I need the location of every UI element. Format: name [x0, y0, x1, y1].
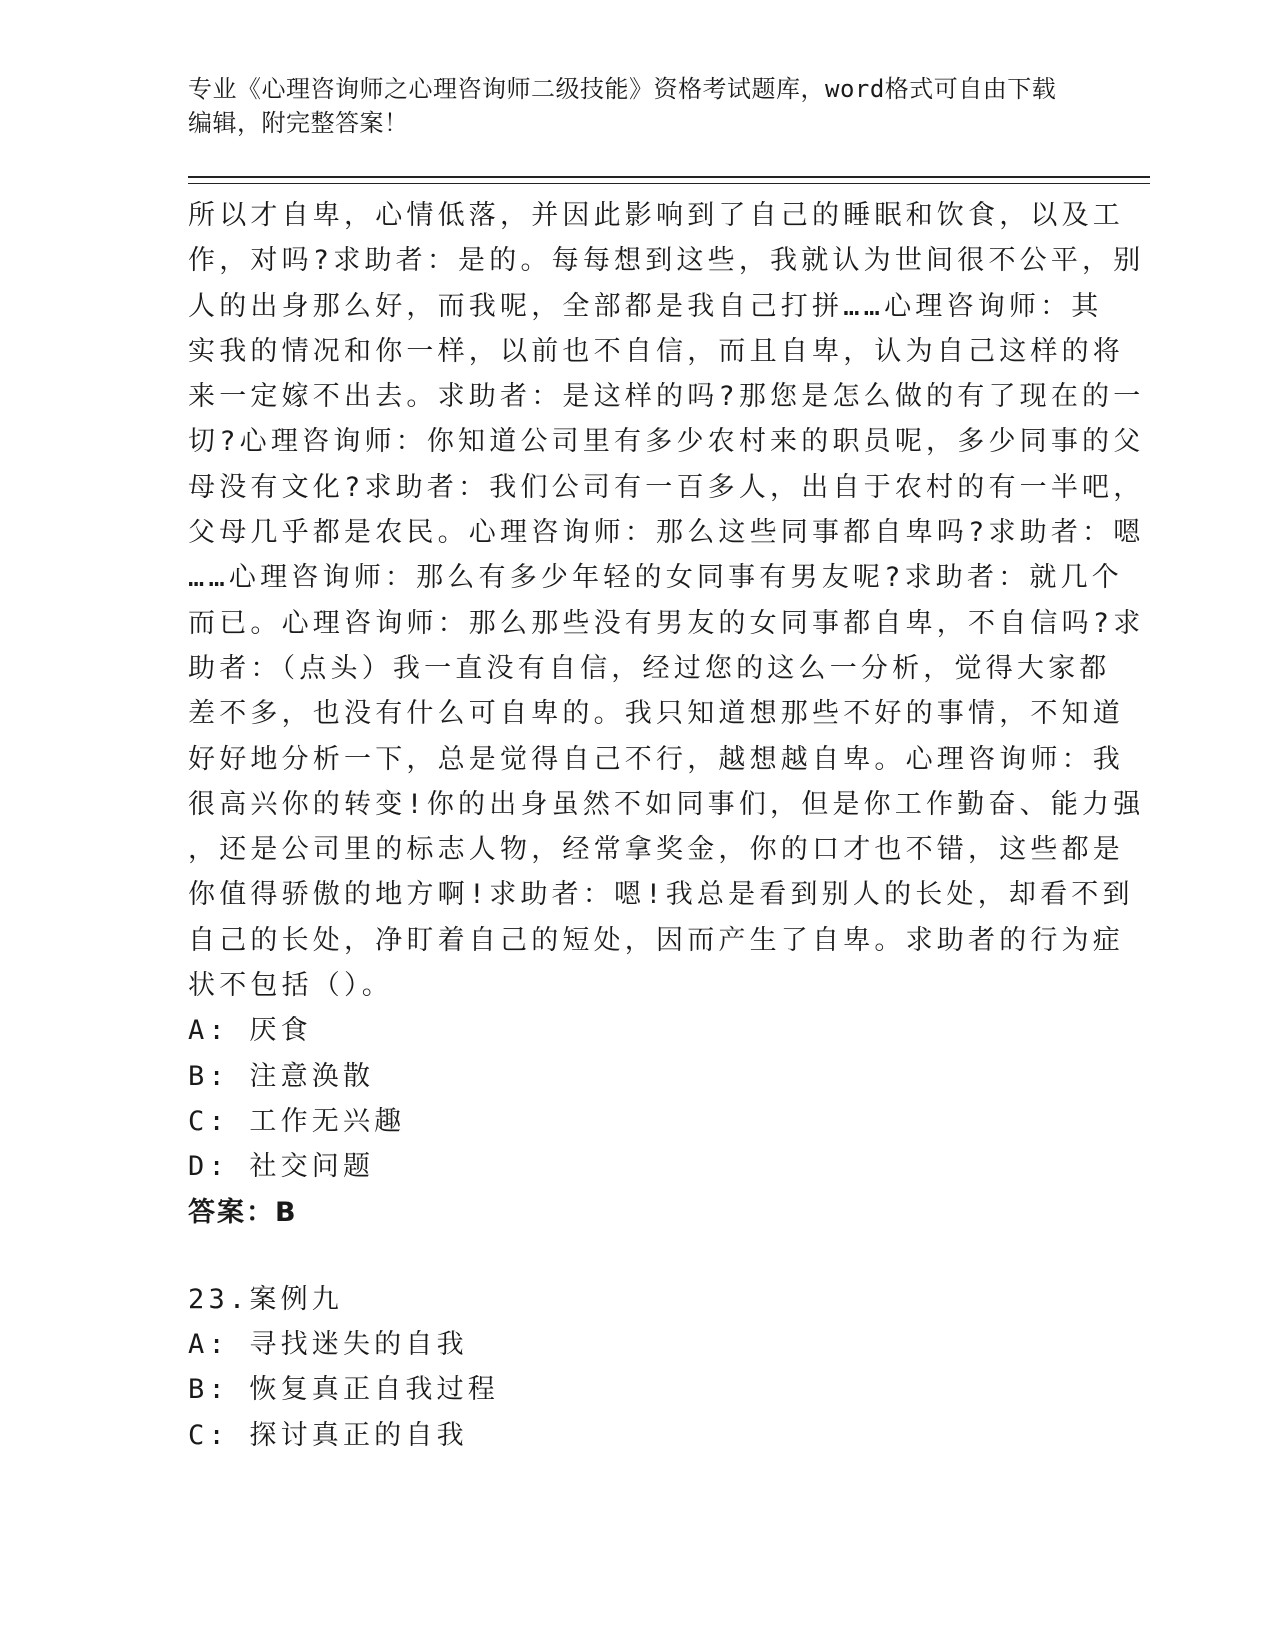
- header-divider-thin: [188, 183, 1150, 184]
- document-body: [188, 193, 1145, 1458]
- option-b: B: 恢复真正自我过程: [188, 1374, 499, 1406]
- header-title-line-1: 专业《心理咨询师之心理咨询师二级技能》资格考试题库，word格式可自由下载: [188, 75, 1057, 103]
- option-a: A: 寻找迷失的自我: [188, 1329, 468, 1361]
- stem-line: 父母几乎都是农民。心理咨询师：那么这些同事都自卑吗?求助者：嗯: [188, 517, 1145, 549]
- header-title-line-2: 编辑，附完整答案！: [188, 109, 409, 137]
- stem-line: 状不包括（）。: [188, 970, 393, 1002]
- stem-line: 母没有文化?求助者：我们公司有一百多人，出自于农村的有一半吧，: [188, 471, 1145, 503]
- question-22-options: [188, 1008, 1088, 1189]
- stem-line: 人的出身那么好，而我呢，全部都是我自己打拼……心理咨询师：其: [188, 290, 1103, 322]
- option-b: B: 注意涣散: [188, 1060, 375, 1092]
- header-divider-thick: [188, 176, 1150, 178]
- stem-line: 好好地分析一下，总是觉得自己不行，越想越自卑。心理咨询师：我: [188, 743, 1124, 775]
- option-a: A: 厌食: [188, 1015, 312, 1047]
- document-header: [188, 72, 1088, 140]
- stem-line: 作，对吗?求助者：是的。每每想到这些，我就认为世间很不公平，别: [188, 245, 1145, 277]
- option-c: C: 探讨真正的自我: [188, 1419, 468, 1451]
- stem-line: 而已。心理咨询师：那么那些没有男友的女同事都自卑，不自信吗?求: [188, 607, 1145, 639]
- stem-line: ……心理咨询师：那么有多少年轻的女同事有男友呢?求助者：就几个: [188, 562, 1123, 594]
- stem-line: 实我的情况和你一样，以前也不自信，而且自卑，认为自己这样的将: [188, 335, 1124, 367]
- question-23: [188, 1277, 1088, 1458]
- question-22-stem: [188, 193, 1145, 1008]
- stem-line: 自己的长处，净盯着自己的短处，因而产生了自卑。求助者的行为症: [188, 924, 1124, 956]
- stem-line: 切?心理咨询师：你知道公司里有多少农村来的职员呢，多少同事的父: [188, 426, 1145, 458]
- stem-line: 你值得骄傲的地方啊!求助者：嗯!我总是看到别人的长处，却看不到: [188, 879, 1134, 911]
- section-spacer: [188, 1235, 1088, 1277]
- stem-line: 来一定嫁不出去。求助者：是这样的吗?那您是怎么做的有了现在的一: [188, 381, 1145, 413]
- stem-line: 所以才自卑，心情低落，并因此影响到了自己的睡眠和饮食，以及工: [188, 200, 1124, 231]
- option-d: D: 社交问题: [188, 1151, 375, 1183]
- question-23-title: 23.案例九: [188, 1283, 343, 1315]
- option-c: C: 工作无兴趣: [188, 1105, 406, 1137]
- stem-line: ，还是公司里的标志人物，经常拿奖金，你的口才也不错，这些都是: [188, 834, 1124, 866]
- stem-line: 助者：（点头）我一直没有自信，经过您的这么一分析，觉得大家都: [188, 652, 1111, 684]
- stem-line: 很高兴你的转变!你的出身虽然不如同事们，但是你工作勤奋、能力强: [188, 788, 1145, 820]
- question-22-answer: 答案：B: [188, 1196, 298, 1228]
- stem-line: 差不多，也没有什么可自卑的。我只知道想那些不好的事情，不知道: [188, 698, 1124, 730]
